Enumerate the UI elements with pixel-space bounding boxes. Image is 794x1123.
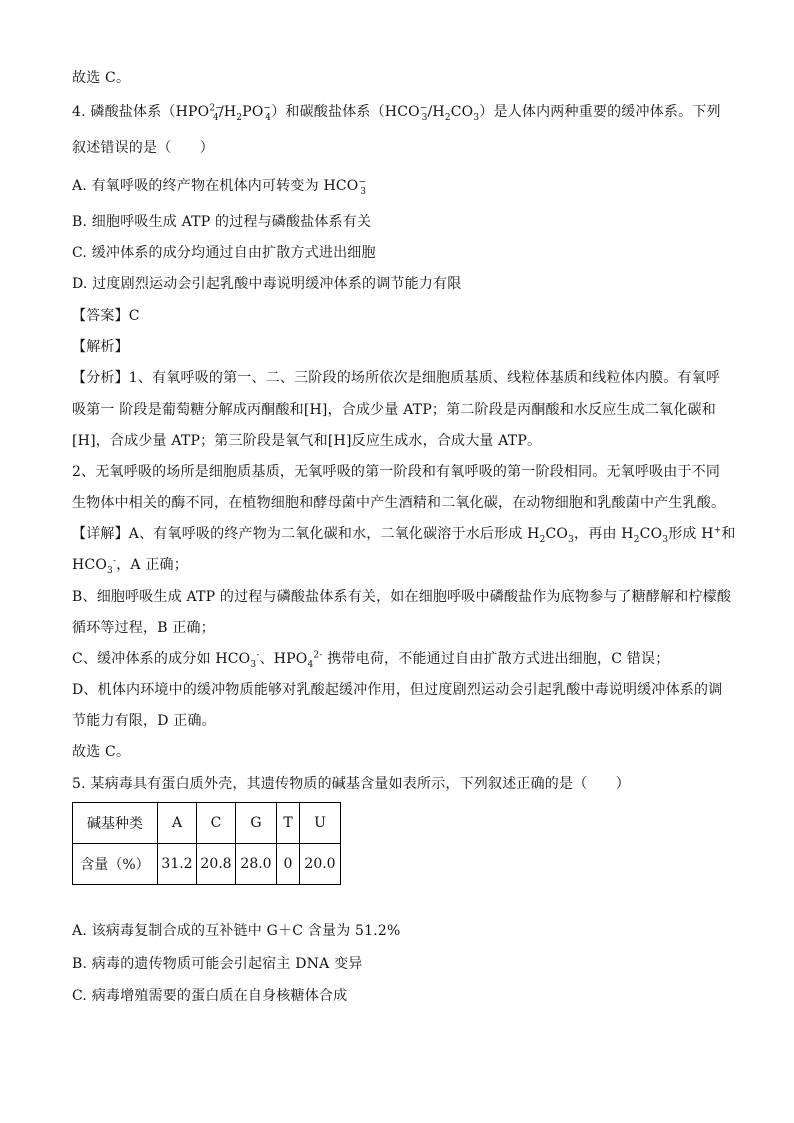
table-cell: 0 [277,844,300,885]
text-line: 吸第一 阶段是葡萄糖分解成丙酮酸和[H]，合成少量 ATP；第二阶段是丙酮酸和水反应生成二氧化碳和 [72,402,716,418]
table-cell: U [300,803,341,844]
table-cell: 28.0 [236,844,277,885]
text-line: 节能力有限，D 正确。 [72,713,216,729]
base-content-table [72,802,341,885]
option-a: A. 有氧呼吸的终产物在机体内可转变为 $HCO^-_3$ [72,177,367,197]
analysis-heading: 【解析】 [72,339,129,355]
table-cell: 碱基种类 [73,803,158,844]
option-b: B. 病毒的遗传物质可能会引起宿主 DNA 变异 [72,956,363,972]
question-4-stem: 4. 磷酸盐体系$(HPO^{2-}_4/H_2PO^-_4)$和碳酸盐体系$(HCO^-_3/H_2CO_3)$是人体内两种重要的缓冲体系。下列 [72,103,721,123]
table-cell: G [236,803,277,844]
text-line: 叙述错误的是（ ） [72,140,214,156]
text-line: 故选 C。 [72,70,131,86]
answer-label: 【答案】C [72,308,140,324]
text-line: D、机体内环境中的缓冲物质能够对乳酸起缓冲作用，但过度剧烈运动会引起乳酸中毒说明缓冲体系的调 [72,682,723,698]
text-line: B、细胞呼吸生成 ATP 的过程与磷酸盐体系有关，如在细胞呼吸中磷酸盐作为底物参与了糖酵解和柠檬酸 [72,589,732,605]
text-line: 2、无氧呼吸的场所是细胞质基质，无氧呼吸的第一阶段和有氧呼吸的第一阶段相同。无氧呼吸由于不同 [72,464,721,480]
table-cell: A [158,803,197,844]
option-b: B. 细胞呼吸生成 ATP 的过程与磷酸盐体系有关 [72,214,372,230]
table-row [73,803,341,844]
table-cell: 20.8 [197,844,236,885]
text-line: 生物体中相关的酶不同，在植物细胞和酵母菌中产生酒精和二氧化碳，在动物细胞和乳酸菌中产生乳酸。 [72,495,726,511]
table-cell: 20.0 [300,844,341,885]
text-line: $HCO_3^-$，A 正确； [72,556,188,576]
table-row [73,844,341,885]
text-line: C、缓冲体系的成分如 $HCO_3^-$、$HPO_4^{2-}$ 携带电荷，不能通过自由扩散方式进出细胞，C 错误； [72,650,670,670]
text-line: [H]，合成少量 ATP；第三阶段是氧气和[H]反应生成水，合成大量 ATP。 [72,433,542,449]
option-d: D. 过度剧烈运动会引起乳酸中毒说明缓冲体系的调节能力有限 [72,276,462,292]
text-line: 【详解】A、有氧呼吸的终产物为二氧化碳和水，二氧化碳溶于水后形成 $H_2CO_3$，再由 $H_2CO_3$形成 H+和 [72,525,736,545]
text-line: 【分析】1、有氧呼吸的第一、二、三阶段的场所依次是细胞质基质、线粒体基质和线粒体内膜。有氧呼 [72,370,721,386]
option-c: C. 缓冲体系的成分均通过自由扩散方式进出细胞 [72,245,376,261]
table-cell: 31.2 [158,844,197,885]
option-c: C. 病毒增殖需要的蛋白质在自身核糖体合成 [72,988,348,1004]
text-line: 循环等过程，B 正确； [72,620,215,636]
table-cell: T [277,803,300,844]
question-5-stem: 5. 某病毒具有蛋白质外壳，其遗传物质的碱基含量如表所示，下列叙述正确的是（ ） [72,776,631,792]
option-a: A. 该病毒复制合成的互补链中 G＋C 含量为 51.2% [72,923,401,939]
text-line: 故选 C。 [72,744,131,760]
table-cell: 含量（%） [73,844,158,885]
table-cell: C [197,803,236,844]
